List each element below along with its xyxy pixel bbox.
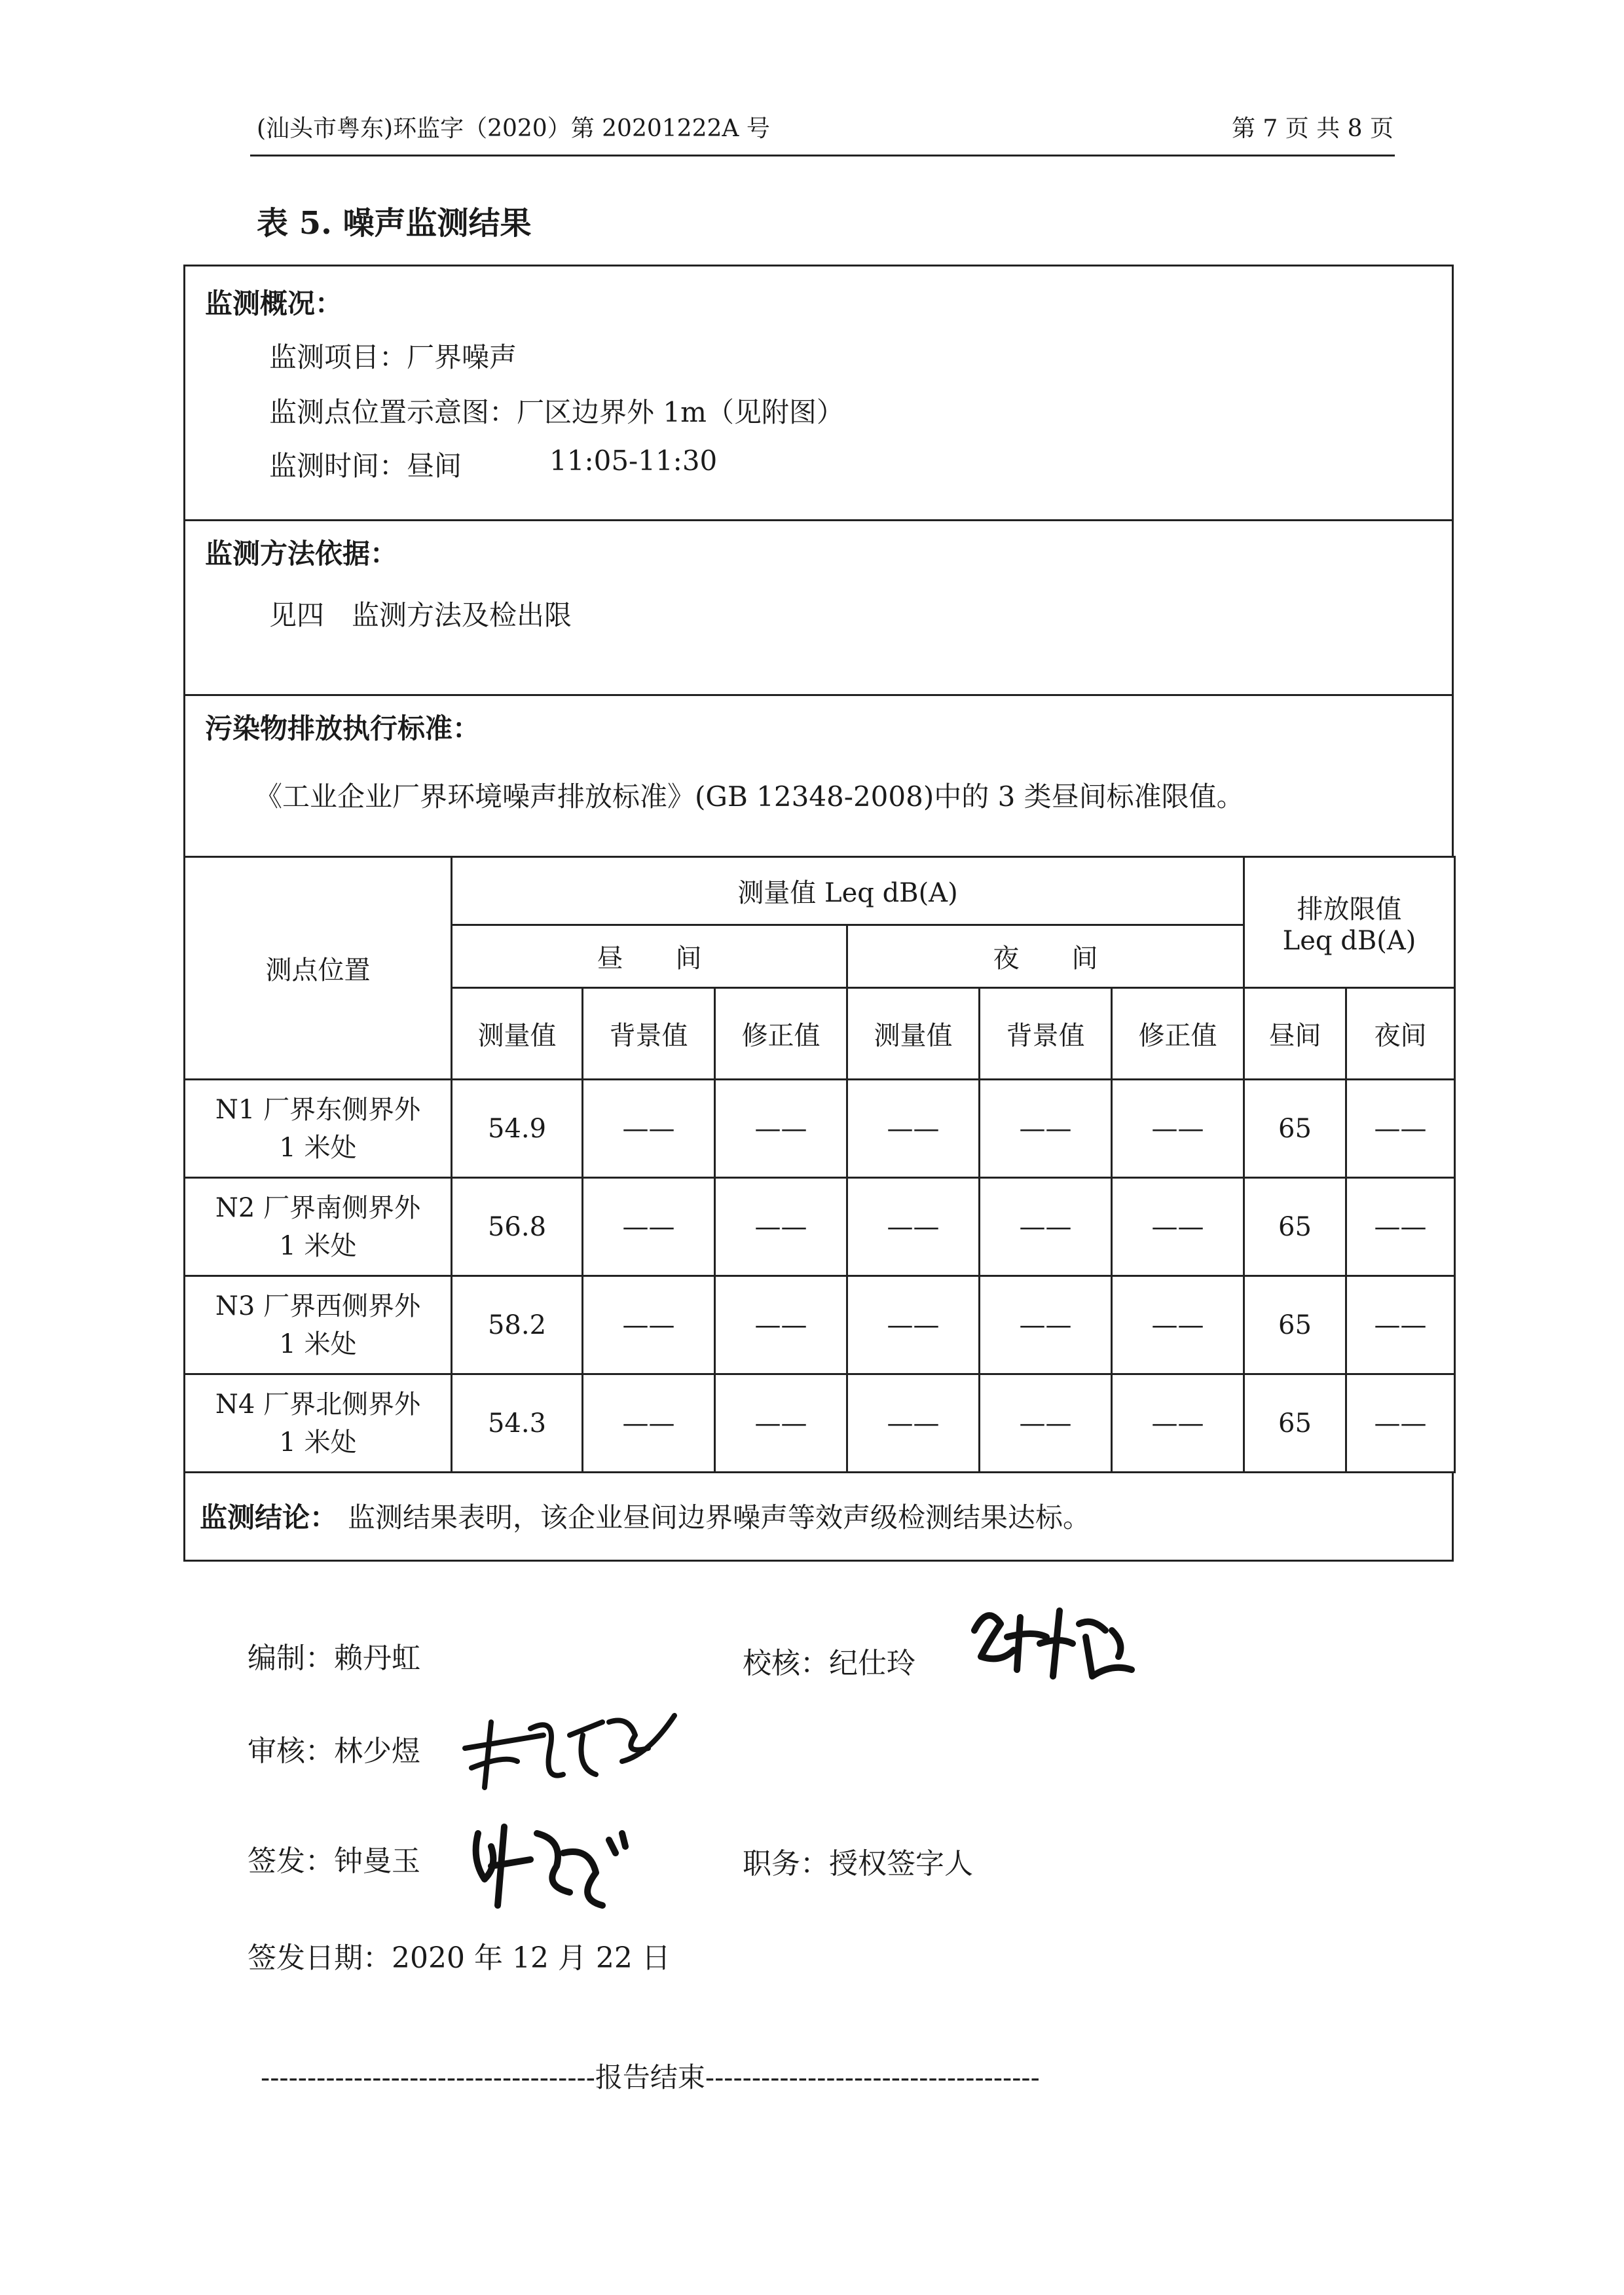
table-cell: —— (583, 1374, 715, 1473)
report-end: ------------------------------------报告结束------------------------------------ (261, 2061, 1040, 2093)
header-limit (1244, 857, 1455, 988)
header-measured: 测量值 Leq dB(A) (452, 857, 1244, 925)
monitor-location: 监测点位置示意图：厂区边界外 1m（见附图） (269, 396, 844, 428)
table-cell: —— (1346, 1178, 1455, 1276)
table-cell: —— (1112, 1080, 1244, 1178)
header-limit-line2: Leq dB(A) (1282, 926, 1416, 956)
table-title: 表 5. 噪声监测结果 (257, 205, 532, 242)
row-location-line2: 1 米处 (279, 1132, 357, 1163)
table-cell: —— (715, 1374, 847, 1473)
sub-header: 测量值 (847, 988, 980, 1080)
table-cell: 56.8 (452, 1178, 583, 1276)
sub-header: 修正值 (1112, 988, 1244, 1080)
table-row (185, 1374, 1455, 1473)
table-cell: 65 (1244, 1080, 1346, 1178)
table-cell: —— (583, 1178, 715, 1276)
monitor-time-value: 11:05-11:30 (549, 445, 718, 477)
table-cell: —— (1112, 1178, 1244, 1276)
sub-header: 背景值 (583, 988, 715, 1080)
standard-text: 《工业企业厂界环境噪声排放标准》(GB 12348-2008)中的 3 类昼间标准限值。 (255, 780, 1244, 813)
table-cell: —— (715, 1178, 847, 1276)
table-cell: 58.2 (452, 1276, 583, 1374)
auditor-signature (452, 1696, 688, 1794)
issued-by: 签发：钟曼玉 (248, 1845, 420, 1878)
table-cell: 54.9 (452, 1080, 583, 1178)
table-cell: 65 (1244, 1178, 1346, 1276)
reviewer-signature (961, 1591, 1158, 1689)
table-cell: —— (847, 1080, 980, 1178)
row-location (185, 1276, 452, 1374)
table-row (185, 1080, 1455, 1178)
table-cell: —— (980, 1374, 1112, 1473)
document-number: (汕头市粤东)环监字（2020）第 20201222A 号 (257, 115, 770, 142)
method-heading: 监测方法依据： (205, 538, 398, 570)
table-cell: 65 (1244, 1374, 1346, 1473)
header-day: 昼 间 (452, 925, 847, 988)
row-location-line1: N2 厂界南侧界外 (215, 1192, 421, 1223)
sub-header: 修正值 (715, 988, 847, 1080)
monitor-time-label: 监测时间：昼间 (269, 450, 462, 482)
overview-section (183, 265, 1454, 521)
conclusion-label: 监测结论： (200, 1501, 338, 1533)
position: 职务：授权签字人 (743, 1847, 973, 1881)
reviewed-by: 校核：纪仕玲 (743, 1647, 915, 1680)
table-cell: —— (1346, 1374, 1455, 1473)
conclusion-text: 监测结果表明，该企业昼间边界噪声等效声级检测结果达标。 (348, 1501, 1091, 1533)
conclusion-section (183, 1471, 1454, 1562)
header-location: 测点位置 (185, 857, 452, 1080)
table-row (185, 1178, 1455, 1276)
table-cell: —— (847, 1276, 980, 1374)
table-row (185, 1276, 1455, 1374)
row-location (185, 1374, 452, 1473)
standard-section (183, 694, 1454, 858)
row-location-line1: N4 厂界北侧界外 (215, 1389, 421, 1420)
issue-date: 签发日期：2020 年 12 月 22 日 (248, 1941, 671, 1975)
row-location (185, 1178, 452, 1276)
header-night: 夜 间 (847, 925, 1244, 988)
table-cell: —— (583, 1276, 715, 1374)
table-cell: —— (715, 1276, 847, 1374)
table-cell: —— (1346, 1276, 1455, 1374)
monitor-item: 监测项目：厂界噪声 (269, 341, 517, 373)
table-cell: —— (847, 1178, 980, 1276)
row-location-line1: N1 厂界东侧界外 (215, 1094, 421, 1125)
table-cell: —— (980, 1080, 1112, 1178)
audited-by: 审核：林少煜 (248, 1735, 420, 1768)
table-cell: —— (1112, 1276, 1244, 1374)
method-section (183, 519, 1454, 696)
page-indicator: 第 7 页 共 8 页 (1231, 115, 1393, 142)
sub-header: 夜间 (1346, 988, 1455, 1080)
noise-results-table (183, 856, 1456, 1473)
overview-heading: 监测概况： (205, 287, 343, 320)
table-cell: 65 (1244, 1276, 1346, 1374)
row-location-line2: 1 米处 (279, 1427, 357, 1458)
standard-heading: 污染物排放执行标准： (205, 712, 481, 744)
row-location-line1: N3 厂界西侧界外 (215, 1291, 421, 1321)
table-cell: —— (980, 1178, 1112, 1276)
header-limit-line1: 排放限值 (1297, 894, 1402, 925)
header-rule (250, 155, 1395, 156)
sub-header: 背景值 (980, 988, 1112, 1080)
table-cell: —— (583, 1080, 715, 1178)
sub-header: 测量值 (452, 988, 583, 1080)
table-cell: —— (715, 1080, 847, 1178)
table-cell: —— (847, 1374, 980, 1473)
sub-header: 昼间 (1244, 988, 1346, 1080)
table-cell: 54.3 (452, 1374, 583, 1473)
issuer-signature (458, 1807, 642, 1925)
prepared-by: 编制：赖丹虹 (248, 1642, 420, 1675)
method-text: 见四 监测方法及检出限 (269, 599, 572, 631)
row-location (185, 1080, 452, 1178)
table-cell: —— (1112, 1374, 1244, 1473)
row-location-line2: 1 米处 (279, 1329, 357, 1359)
table-cell: —— (1346, 1080, 1455, 1178)
table-cell: —— (980, 1276, 1112, 1374)
row-location-line2: 1 米处 (279, 1230, 357, 1261)
